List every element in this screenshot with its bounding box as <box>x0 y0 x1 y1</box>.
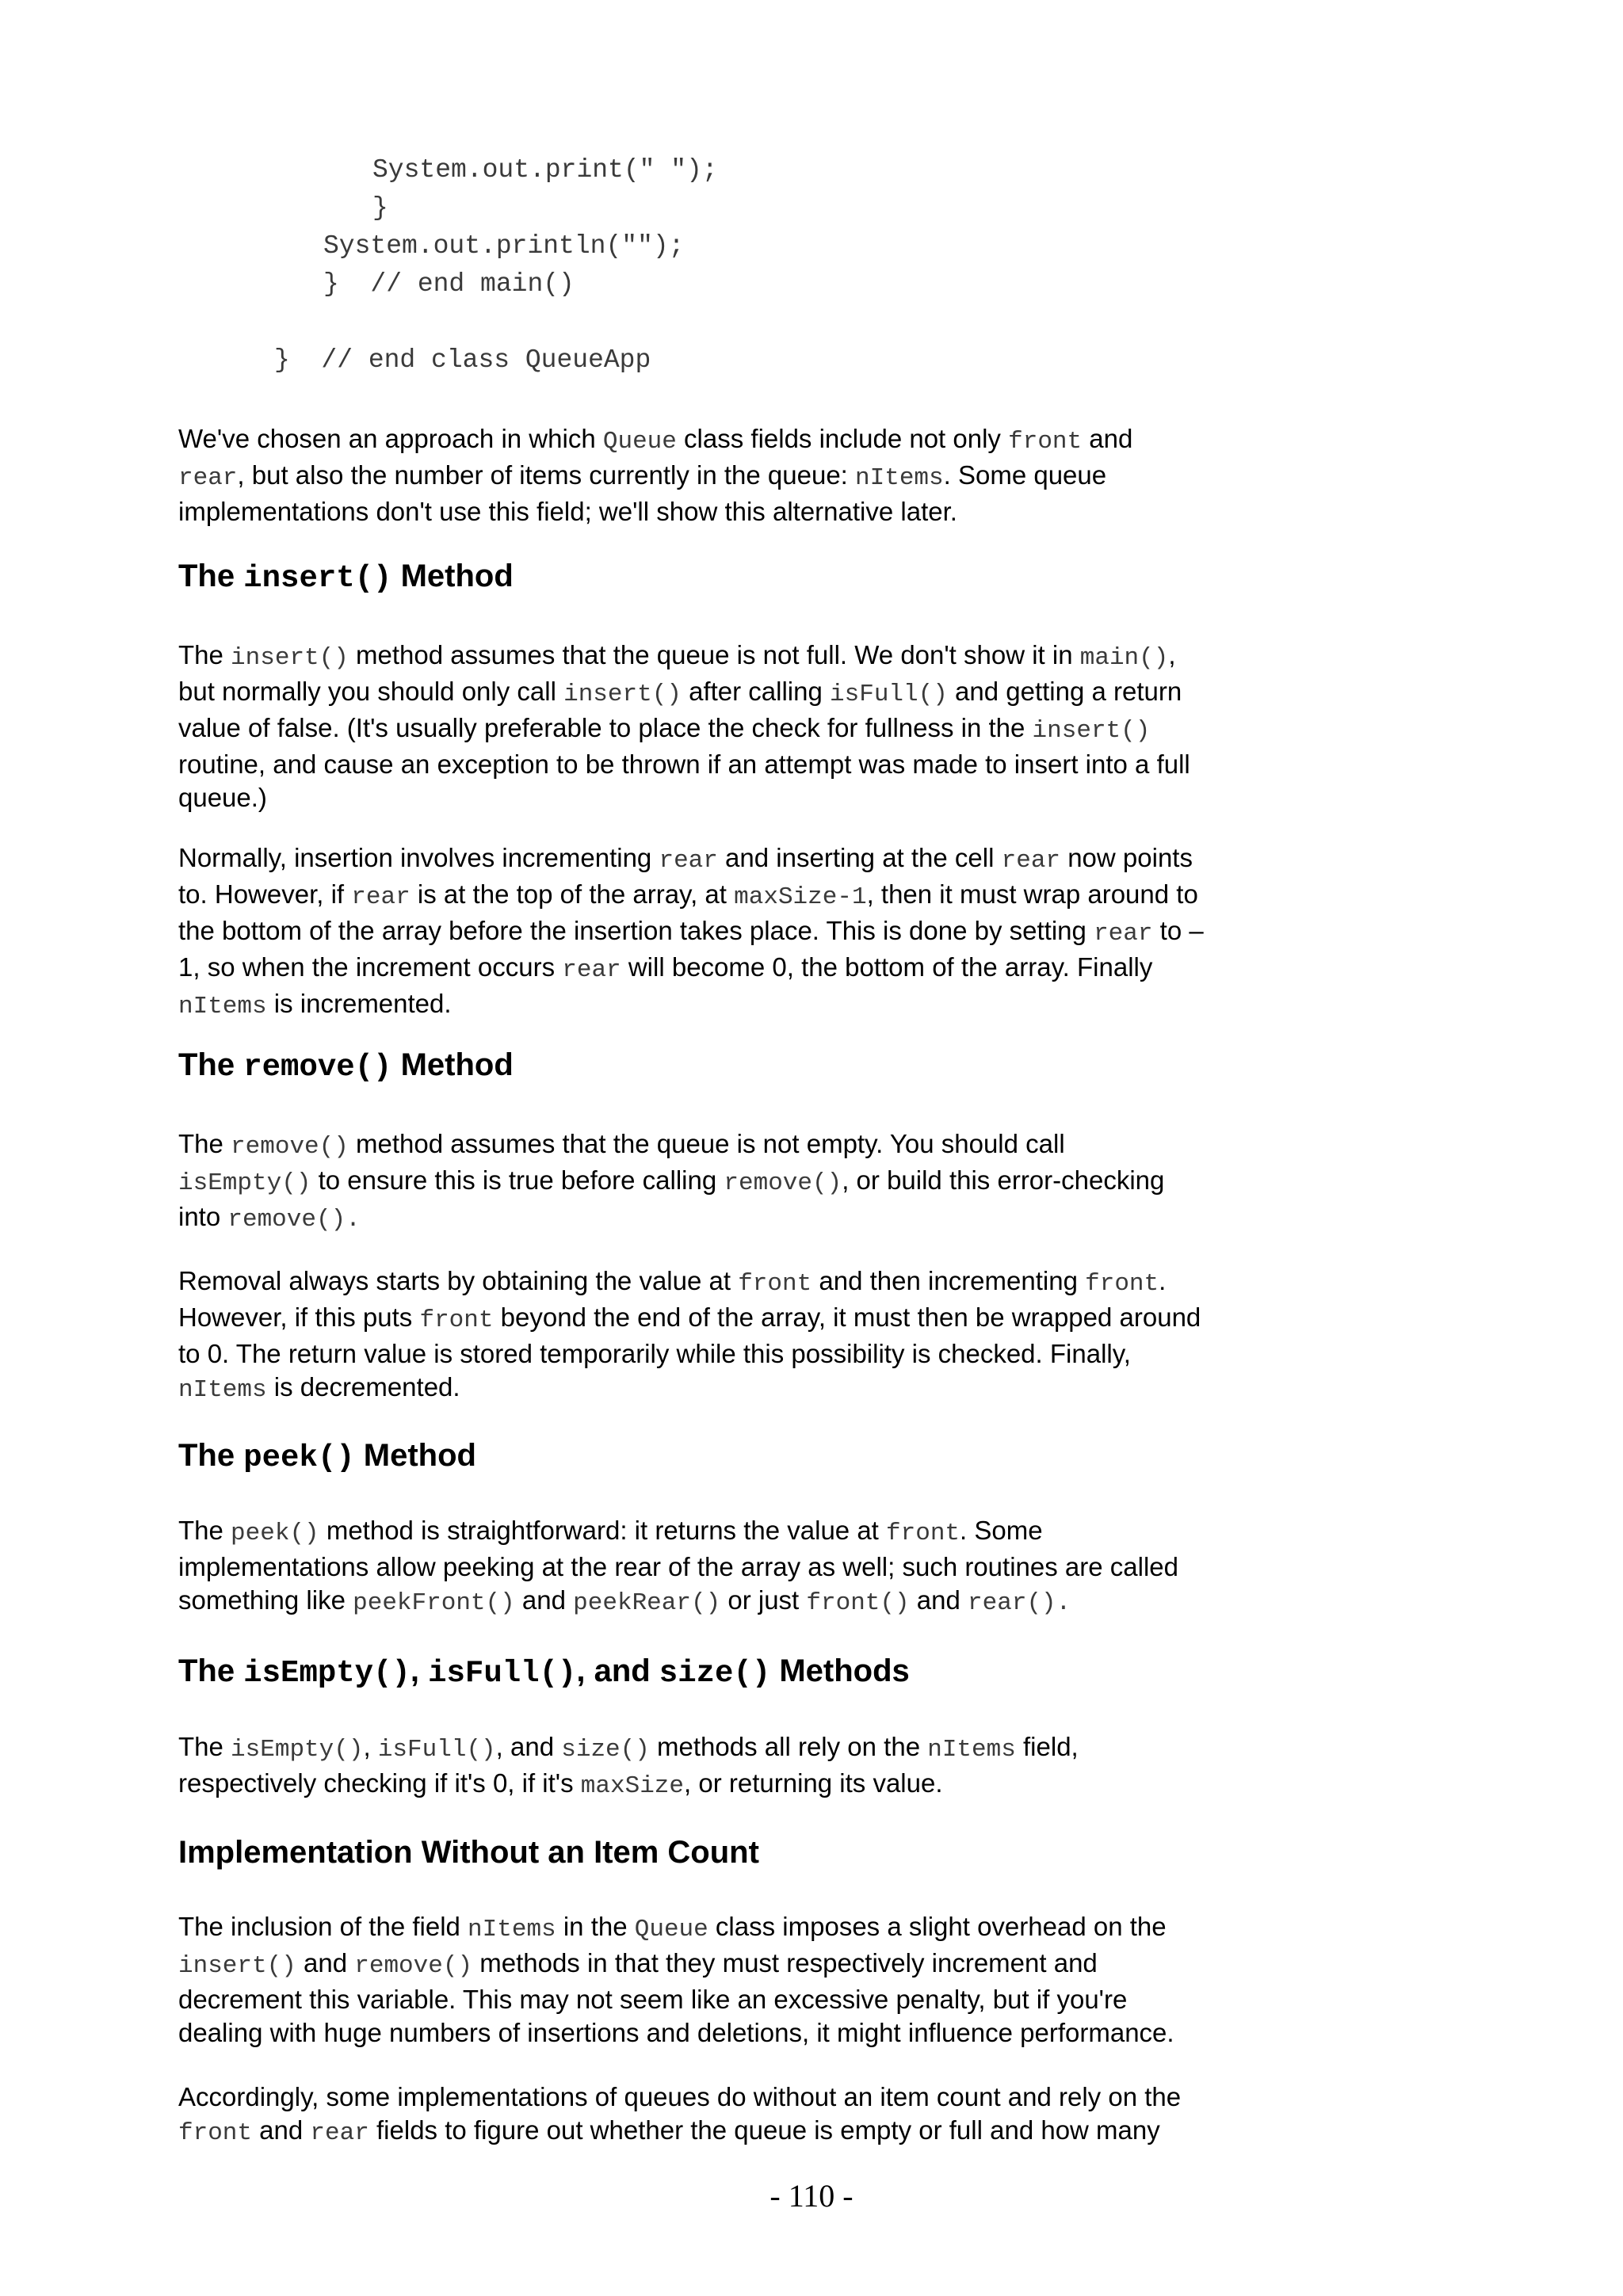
text-run: , then it must wrap around to <box>866 879 1198 909</box>
text-run: value of false. (It's usually preferable to place the check for fullness in the <box>178 713 1033 742</box>
heading-text: The <box>178 1438 244 1473</box>
code-run: insert() <box>231 644 349 672</box>
code-run: insert() <box>1032 717 1151 745</box>
text-line: Accordingly, some implementations of queues do without an item count and rely on the <box>178 2082 1182 2111</box>
text-run: 1, so when the increment occurs <box>178 952 563 982</box>
text-run: , or returning its value. <box>684 1768 943 1798</box>
text-run: to – <box>1152 916 1204 945</box>
text-line <box>178 675 1288 711</box>
text-run: and getting a return <box>947 677 1182 706</box>
text-run: . Some queue <box>943 460 1107 490</box>
text-run: , <box>363 1732 378 1761</box>
intro-paragraph <box>178 422 1288 528</box>
code-run: remove() <box>724 1169 842 1197</box>
text-run: The <box>178 1129 231 1158</box>
code-run: rear(). <box>968 1589 1071 1617</box>
text-run: is incremented. <box>266 989 452 1018</box>
text-line <box>178 1164 1288 1200</box>
code-run: isFull() <box>830 681 948 708</box>
code-run: insert() <box>178 1952 296 1980</box>
text-run: methods in that they must respectively increment and <box>472 1948 1098 1978</box>
heading-code: insert() <box>243 561 392 596</box>
text-run: , or build this error-checking <box>842 1165 1165 1195</box>
insert-paragraph-2 <box>178 841 1288 1024</box>
code-run: rear <box>562 956 621 984</box>
text-run: , <box>1168 640 1176 669</box>
code-run: isEmpty() <box>231 1736 364 1764</box>
text-line <box>178 878 1288 914</box>
text-line: to 0. The return value is stored temporarily while this possibility is checked. Finally, <box>178 1339 1131 1368</box>
peek-method-heading <box>178 1438 476 1475</box>
insert-method-heading <box>178 559 514 596</box>
code-run: nItems <box>927 1736 1016 1764</box>
no-count-heading: Implementation Without an Item Count <box>178 1835 759 1870</box>
text-line: queue.) <box>178 783 267 812</box>
text-run: or just <box>720 1585 807 1615</box>
text-line <box>178 1200 1288 1237</box>
code-run: insert() <box>563 681 682 708</box>
text-run: . Some <box>960 1516 1043 1545</box>
text-line <box>178 1264 1288 1301</box>
text-run: something like <box>178 1585 353 1615</box>
code-run: rear <box>1094 920 1153 948</box>
code-run: peek() <box>231 1520 319 1547</box>
code-run: rear <box>1001 847 1061 875</box>
code-run: isFull() <box>377 1736 496 1764</box>
heading-text: Method <box>391 559 514 593</box>
text-run: The <box>178 1732 231 1761</box>
text-line <box>178 1301 1288 1337</box>
no-count-paragraph-1 <box>178 1910 1288 2050</box>
status-methods-heading <box>178 1653 910 1691</box>
code-run: isEmpty() <box>178 1169 311 1197</box>
text-run: will become 0, the bottom of the array. Finally <box>621 952 1153 982</box>
text-line <box>178 1910 1288 1947</box>
heading-code: size() <box>659 1656 771 1691</box>
text-run: and <box>252 2115 311 2145</box>
heading-text: Method <box>354 1438 476 1473</box>
page-number: - 110 - <box>769 2178 854 2214</box>
code-run: size() <box>561 1736 650 1764</box>
text-line: dealing with huge numbers of insertions and deletions, it might influence performance. <box>178 2018 1174 2047</box>
heading-text: Method <box>391 1047 514 1082</box>
code-run: peekFront() <box>353 1589 515 1617</box>
code-run: front <box>1008 428 1083 456</box>
text-run: and inserting at the cell <box>717 843 1002 872</box>
text-line: routine, and cause an exception to be thrown if an attempt was made to insert into a full <box>178 749 1190 779</box>
code-run: nItems <box>855 464 944 492</box>
text-run: to ensure this is true before calling <box>311 1165 724 1195</box>
heading-text: The <box>178 1653 244 1688</box>
text-run: after calling <box>681 677 831 706</box>
text-run: is decremented. <box>266 1372 460 1402</box>
text-run: class imposes a slight overhead on the <box>708 1912 1167 1941</box>
code-run: rear <box>351 883 411 911</box>
text-run: , but also the number of items currently in the queue: <box>237 460 856 490</box>
code-run: front <box>178 2119 253 2147</box>
text-line <box>178 459 1288 495</box>
text-run: beyond the end of the array, it must then be wrapped around <box>493 1302 1201 1332</box>
text-run: The inclusion of the field <box>178 1912 468 1941</box>
heading-text: The <box>178 559 244 593</box>
code-run: front <box>419 1306 494 1334</box>
text-run: method is straightforward: it returns the value at <box>319 1516 887 1545</box>
text-run: to. However, if <box>178 879 352 909</box>
text-line <box>178 1514 1288 1550</box>
text-line <box>178 951 1288 987</box>
text-run: respectively checking if it's 0, if it's <box>178 1768 581 1798</box>
text-run: and <box>514 1585 574 1615</box>
code-line: } // end class QueueApp <box>274 345 651 375</box>
text-run: now points <box>1060 843 1193 872</box>
code-run: nItems <box>178 993 267 1020</box>
text-run: However, if this puts <box>178 1302 420 1332</box>
text-line <box>178 914 1288 951</box>
text-line: implementations don't use this field; we'll show this alternative later. <box>178 497 957 526</box>
text-line <box>178 422 1288 459</box>
text-line <box>178 2114 1288 2150</box>
code-run: front() <box>806 1589 910 1617</box>
remove-paragraph-2 <box>178 1264 1288 1407</box>
code-run: remove() <box>231 1133 349 1161</box>
text-run: in the <box>556 1912 635 1941</box>
code-run: front <box>886 1520 960 1547</box>
code-run: maxSize-1 <box>734 883 867 911</box>
code-run: Queue <box>602 428 677 456</box>
text-line <box>178 1584 1288 1620</box>
code-run: nItems <box>468 1916 556 1943</box>
code-run: maxSize <box>580 1772 685 1800</box>
remove-method-heading <box>178 1047 514 1085</box>
text-run: and <box>909 1585 968 1615</box>
text-run: We've chosen an approach in which <box>178 424 603 453</box>
code-line: System.out.print(" "); <box>372 155 718 185</box>
text-run: Normally, insertion involves incrementing <box>178 843 659 872</box>
text-run: the bottom of the array before the insertion takes place. This is done by setting <box>178 916 1094 945</box>
text-line <box>178 1371 1288 1407</box>
text-run: into <box>178 1202 228 1231</box>
text-run: The <box>178 640 231 669</box>
text-run: method assumes that the queue is not full. We don't show it in <box>348 640 1080 669</box>
text-run: . <box>1159 1266 1167 1295</box>
text-run: class fields include not only <box>676 424 1009 453</box>
code-run: main() <box>1079 644 1169 672</box>
text-run: and <box>1082 424 1133 453</box>
heading-code: peek() <box>243 1440 355 1475</box>
status-methods-paragraph <box>178 1730 1288 1803</box>
text-run: The <box>178 1516 231 1545</box>
text-run: and then incrementing <box>812 1266 1086 1295</box>
heading-text: The <box>178 1047 244 1082</box>
text-line <box>178 841 1288 878</box>
text-run: but normally you should only call <box>178 677 564 706</box>
text-run: methods all rely on the <box>649 1732 928 1761</box>
heading-text: Methods <box>770 1653 910 1688</box>
text-line <box>178 1947 1288 1983</box>
text-run: Removal always starts by obtaining the value at <box>178 1266 739 1295</box>
text-line: decrement this variable. This may not seem like an excessive penalty, but if you're <box>178 1985 1128 2014</box>
text-run: and <box>296 1948 355 1978</box>
code-run: rear <box>178 464 238 492</box>
code-run: Queue <box>634 1916 708 1943</box>
code-run: remove() <box>354 1952 473 1980</box>
text-run: , and <box>495 1732 562 1761</box>
text-line <box>178 1767 1288 1803</box>
heading-code: remove() <box>243 1050 392 1085</box>
text-line <box>178 1127 1288 1164</box>
code-run: rear <box>310 2119 369 2147</box>
no-count-paragraph-2 <box>178 2081 1288 2150</box>
code-run: front <box>1085 1270 1159 1298</box>
text-line: implementations allow peeking at the rear of the array as well; such routines are called <box>178 1552 1178 1581</box>
heading-text: , and <box>576 1653 659 1688</box>
code-run: nItems <box>178 1376 267 1404</box>
code-run: remove(). <box>227 1206 361 1234</box>
text-line <box>178 987 1288 1024</box>
heading-text: , <box>410 1653 429 1688</box>
code-run: peekRear() <box>573 1589 721 1617</box>
text-run: method assumes that the queue is not empty. You should call <box>348 1129 1065 1158</box>
peek-paragraph <box>178 1514 1288 1620</box>
code-run: rear <box>659 847 718 875</box>
text-run: field, <box>1015 1732 1079 1761</box>
code-line: System.out.println(""); <box>323 231 685 261</box>
code-run: front <box>738 1270 812 1298</box>
text-run: is at the top of the array, at <box>410 879 735 909</box>
remove-paragraph-1 <box>178 1127 1288 1237</box>
code-line: } <box>372 193 388 223</box>
heading-code: isEmpty() <box>243 1656 411 1691</box>
text-line <box>178 711 1288 748</box>
text-line <box>178 639 1288 675</box>
heading-code: isFull() <box>428 1656 577 1691</box>
text-run: fields to figure out whether the queue is empty or full and how many <box>369 2115 1160 2145</box>
code-line: } // end main() <box>323 269 575 299</box>
insert-paragraph-1 <box>178 639 1288 814</box>
text-line <box>178 1730 1288 1767</box>
